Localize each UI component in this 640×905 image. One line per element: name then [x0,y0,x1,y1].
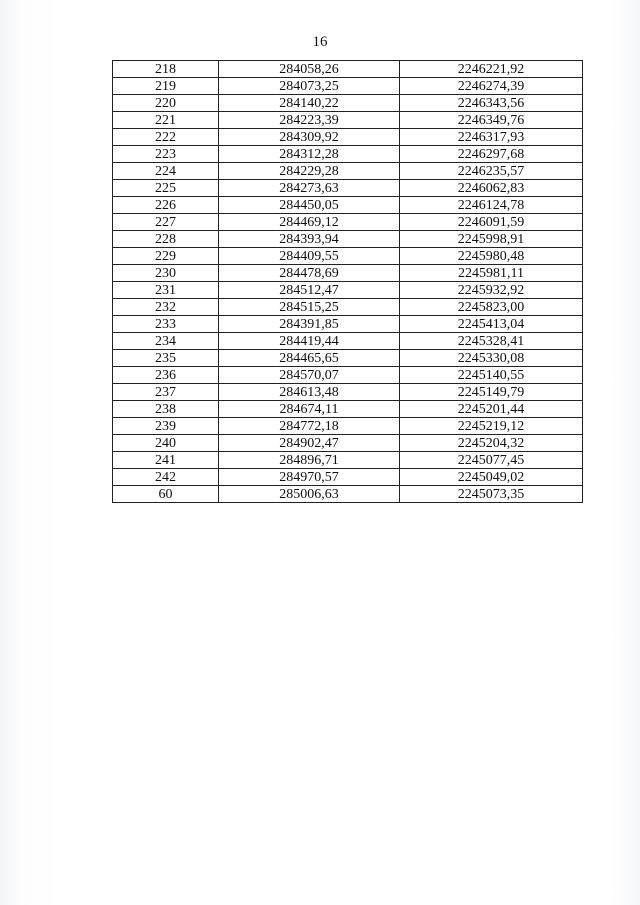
table-row [113,146,583,163]
y-coordinate-cell: 2246124,78 [400,197,583,214]
x-coordinate-cell: 284229,28 [219,163,400,180]
y-coordinate-cell: 2245049,02 [400,469,583,486]
y-coordinate-cell: 2245077,45 [400,452,583,469]
table-row [113,299,583,316]
table-row [113,61,583,78]
x-coordinate-cell: 284613,48 [219,384,400,401]
table-row [113,248,583,265]
point-number-cell: 229 [113,248,219,265]
point-number-cell: 238 [113,401,219,418]
table-row [113,418,583,435]
point-number-cell: 228 [113,231,219,248]
table-row [113,231,583,248]
point-number-cell: 220 [113,95,219,112]
y-coordinate-cell: 2246062,83 [400,180,583,197]
y-coordinate-cell: 2245140,55 [400,367,583,384]
table-row [113,163,583,180]
y-coordinate-cell: 2245823,00 [400,299,583,316]
y-coordinate-cell: 2245219,12 [400,418,583,435]
y-coordinate-cell: 2245328,41 [400,333,583,350]
y-coordinate-cell: 2245073,35 [400,486,583,503]
page-number: 16 [312,34,328,50]
point-number-cell: 221 [113,112,219,129]
x-coordinate-cell: 284674,11 [219,401,400,418]
x-coordinate-cell: 284902,47 [219,435,400,452]
table-row [113,197,583,214]
table-row [113,350,583,367]
x-coordinate-cell: 284515,25 [219,299,400,316]
x-coordinate-cell: 284512,47 [219,282,400,299]
table-row [113,112,583,129]
y-coordinate-cell: 2246221,92 [400,61,583,78]
y-coordinate-cell: 2245204,32 [400,435,583,452]
x-coordinate-cell: 284073,25 [219,78,400,95]
y-coordinate-cell: 2245149,79 [400,384,583,401]
point-number-cell: 237 [113,384,219,401]
y-coordinate-cell: 2246091,59 [400,214,583,231]
y-coordinate-cell: 2245932,92 [400,282,583,299]
point-number-cell: 232 [113,299,219,316]
point-number-cell: 230 [113,265,219,282]
point-number-cell: 233 [113,316,219,333]
y-coordinate-cell: 2245981,11 [400,265,583,282]
table-row [113,333,583,350]
y-coordinate-cell: 2245330,08 [400,350,583,367]
table-row [113,214,583,231]
table-row [113,265,583,282]
x-coordinate-cell: 284970,57 [219,469,400,486]
point-number-cell: 218 [113,61,219,78]
x-coordinate-cell: 284140,22 [219,95,400,112]
x-coordinate-cell: 284419,44 [219,333,400,350]
point-number-cell: 224 [113,163,219,180]
y-coordinate-cell: 2245980,48 [400,248,583,265]
point-number-cell: 227 [113,214,219,231]
table-row [113,452,583,469]
point-number-cell: 219 [113,78,219,95]
y-coordinate-cell: 2245998,91 [400,231,583,248]
x-coordinate-cell: 284465,65 [219,350,400,367]
table-row [113,401,583,418]
table-row [113,435,583,452]
x-coordinate-cell: 284409,55 [219,248,400,265]
x-coordinate-cell: 284309,92 [219,129,400,146]
x-coordinate-cell: 284058,26 [219,61,400,78]
point-number-cell: 222 [113,129,219,146]
point-number-cell: 240 [113,435,219,452]
x-coordinate-cell: 284469,12 [219,214,400,231]
point-number-cell: 239 [113,418,219,435]
point-number-cell: 231 [113,282,219,299]
table-row [113,180,583,197]
table-row [113,129,583,146]
point-number-cell: 60 [113,486,219,503]
x-coordinate-cell: 284391,85 [219,316,400,333]
x-coordinate-cell: 284273,63 [219,180,400,197]
point-number-cell: 225 [113,180,219,197]
y-coordinate-cell: 2246274,39 [400,78,583,95]
coordinates-table-body [113,61,583,503]
table-row [113,316,583,333]
x-coordinate-cell: 285006,63 [219,486,400,503]
x-coordinate-cell: 284312,28 [219,146,400,163]
point-number-cell: 242 [113,469,219,486]
point-number-cell: 236 [113,367,219,384]
point-number-cell: 226 [113,197,219,214]
coordinates-table [112,60,583,503]
table-row [113,384,583,401]
x-coordinate-cell: 284570,07 [219,367,400,384]
point-number-cell: 223 [113,146,219,163]
table-row [113,469,583,486]
x-coordinate-cell: 284478,69 [219,265,400,282]
x-coordinate-cell: 284896,71 [219,452,400,469]
table-row [113,486,583,503]
x-coordinate-cell: 284223,39 [219,112,400,129]
table-row [113,282,583,299]
x-coordinate-cell: 284450,05 [219,197,400,214]
y-coordinate-cell: 2246317,93 [400,129,583,146]
y-coordinate-cell: 2246349,76 [400,112,583,129]
y-coordinate-cell: 2246297,68 [400,146,583,163]
point-number-cell: 234 [113,333,219,350]
y-coordinate-cell: 2245201,44 [400,401,583,418]
x-coordinate-cell: 284393,94 [219,231,400,248]
point-number-cell: 235 [113,350,219,367]
y-coordinate-cell: 2246343,56 [400,95,583,112]
x-coordinate-cell: 284772,18 [219,418,400,435]
table-row [113,95,583,112]
table-row [113,78,583,95]
table-row [113,367,583,384]
y-coordinate-cell: 2245413,04 [400,316,583,333]
y-coordinate-cell: 2246235,57 [400,163,583,180]
point-number-cell: 241 [113,452,219,469]
